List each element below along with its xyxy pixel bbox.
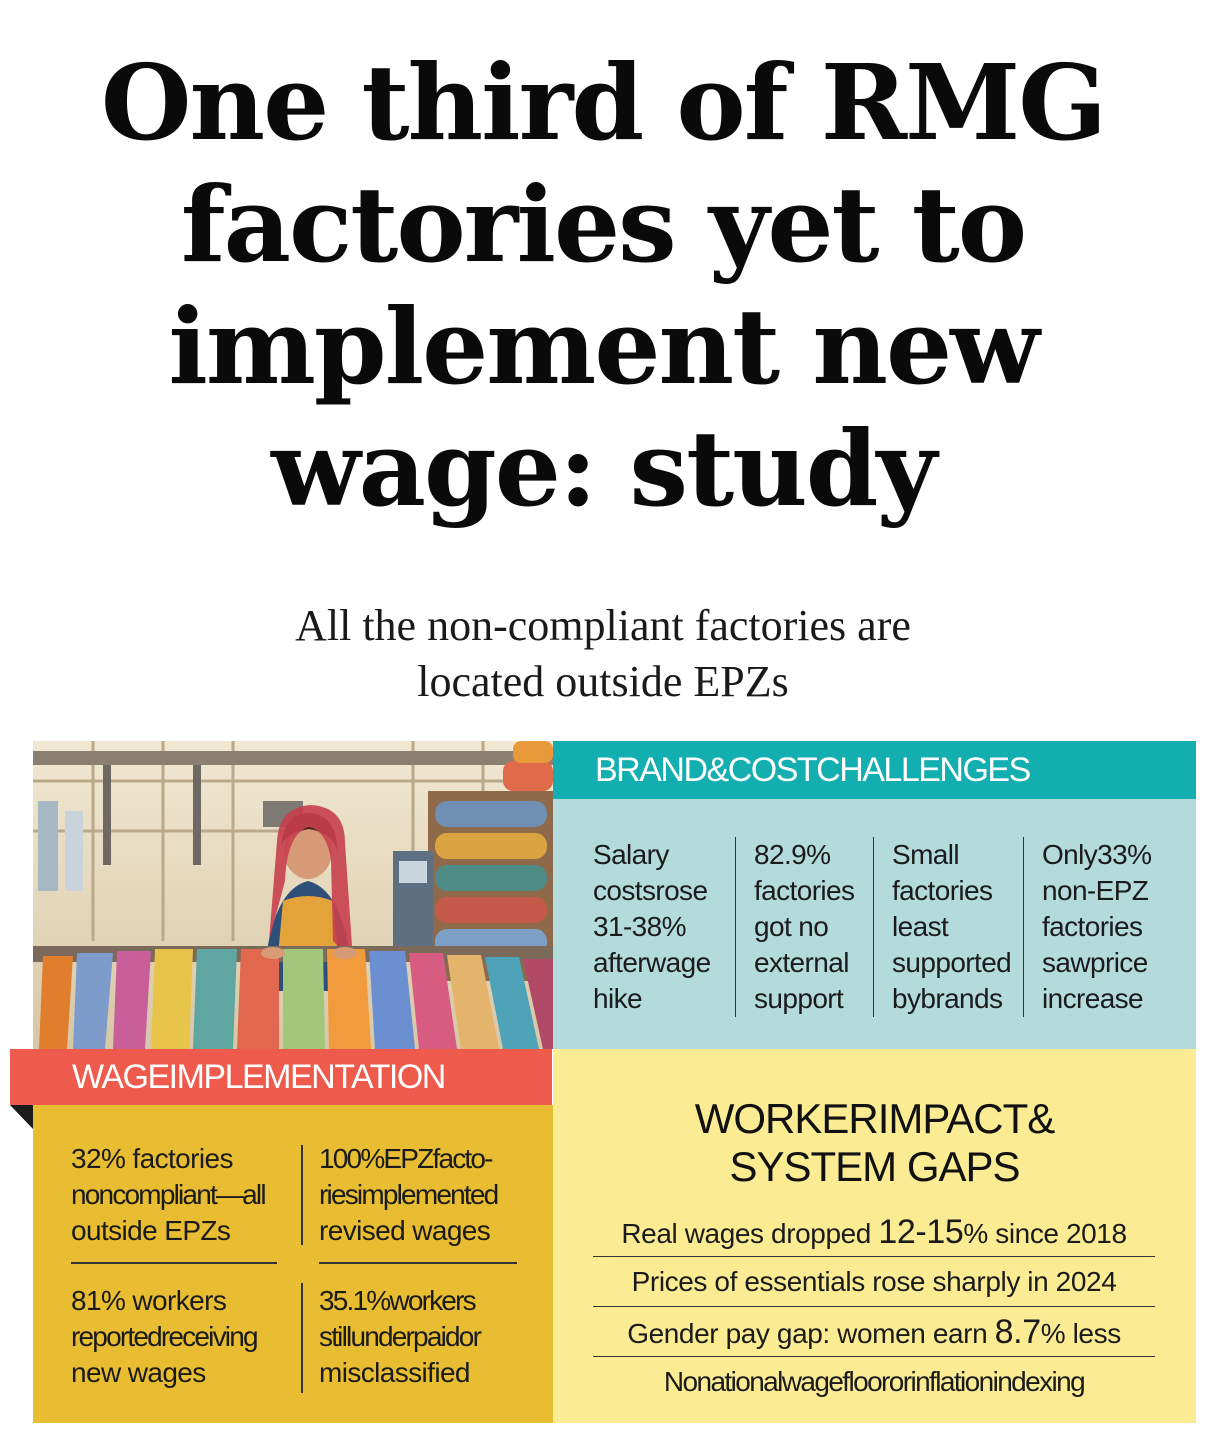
- ribbon-fold-icon: [10, 1105, 33, 1129]
- wage-implementation-panel: [33, 1105, 553, 1423]
- brand-cost-line: costsrose: [593, 875, 708, 906]
- wage-stat-line: outside EPZs: [71, 1215, 231, 1246]
- brand-cost-line: increase: [1042, 983, 1144, 1014]
- brand-cost-line: hike: [593, 983, 642, 1014]
- brand-cost-line: factories: [892, 875, 993, 906]
- worker-impact-title-line-1: WORKERIMPACT&: [694, 1095, 1055, 1142]
- garment-factory-icon: [33, 741, 553, 1049]
- brand-cost-line: afterwage: [593, 947, 711, 978]
- headline-line-4: wage: study: [271, 407, 935, 530]
- wage-stat-line: stillunderpaidor: [319, 1321, 481, 1352]
- brand-cost-line: Salary: [593, 839, 669, 870]
- wage-stat-line: 81% workers: [71, 1285, 227, 1316]
- worker-impact-title-line-2: SYSTEM GAPS: [729, 1143, 1020, 1190]
- brand-cost-line: got no: [754, 911, 829, 942]
- row-divider: [71, 1262, 277, 1264]
- worker-impact-row: [593, 1257, 1155, 1307]
- brand-cost-column: [735, 837, 873, 1017]
- brand-cost-line: support: [754, 983, 844, 1014]
- worker-impact-row: [593, 1207, 1155, 1257]
- row-text: % less: [1040, 1318, 1121, 1349]
- brand-cost-line: Only33%: [1042, 839, 1152, 870]
- brand-cost-line: bybrands: [892, 983, 1003, 1014]
- wage-stat-line: 100%EPZfacto-: [319, 1143, 492, 1174]
- wage-stat: [71, 1141, 301, 1249]
- brand-cost-title: BRAND&COSTCHALLENGES: [553, 741, 1196, 799]
- row-text: % since 2018: [963, 1218, 1127, 1249]
- column-divider: [301, 1283, 303, 1393]
- headline-line-2: factories yet to: [180, 163, 1026, 286]
- brand-cost-line: supported: [892, 947, 1012, 978]
- brand-cost-line: factories: [754, 875, 855, 906]
- brand-cost-line: 31-38%: [593, 911, 686, 942]
- worker-impact-row: [593, 1307, 1155, 1357]
- row-figure: 12-15: [878, 1213, 964, 1251]
- row-text: Gender pay gap: women earn: [627, 1318, 995, 1349]
- wage-stat-line: riesimplemented: [319, 1179, 498, 1210]
- headline: [0, 42, 1206, 530]
- subheadline-line-1: All the non-compliant factories are: [295, 601, 911, 650]
- row-figure: 8.7: [994, 1313, 1041, 1351]
- row-text: Real wages dropped: [621, 1218, 879, 1249]
- worker-impact-list: [593, 1207, 1155, 1407]
- brand-cost-column: [593, 837, 735, 1017]
- brand-cost-line: non-EPZ: [1042, 875, 1149, 906]
- wage-stat: [71, 1283, 301, 1391]
- worker-impact-panel: [553, 1049, 1196, 1423]
- headline-line-1: One third of RMG: [100, 41, 1106, 164]
- wage-stat-line: noncompliant—all: [71, 1179, 265, 1210]
- brand-cost-line: external: [754, 947, 849, 978]
- wage-stat-line: new wages: [71, 1357, 206, 1388]
- brand-cost-panel: [553, 741, 1196, 1049]
- wage-stat-line: 35.1%workers: [319, 1285, 475, 1316]
- brand-cost-line: sawprice: [1042, 947, 1148, 978]
- worker-impact-title: [553, 1095, 1196, 1191]
- worker-impact-row: [593, 1357, 1155, 1407]
- wage-stat: [319, 1141, 541, 1249]
- subheadline: [0, 598, 1206, 710]
- wage-stat-line: revised wages: [319, 1215, 491, 1246]
- brand-cost-line: factories: [1042, 911, 1143, 942]
- brand-cost-line: 82.9%: [754, 839, 831, 870]
- headline-line-3: implement new: [168, 285, 1038, 408]
- wage-stat: [319, 1283, 541, 1391]
- row-divider: [319, 1262, 517, 1264]
- brand-cost-column: [1023, 837, 1179, 1017]
- brand-cost-line: Small: [892, 839, 960, 870]
- wage-implementation-title: WAGEIMPLEMENTATION: [10, 1049, 552, 1105]
- wage-stat-line: reportedreceiving: [71, 1321, 257, 1352]
- garment-worker-illustration: [33, 741, 553, 1049]
- wage-stat-line: 32% factories: [71, 1143, 233, 1174]
- subheadline-line-2: located outside EPZs: [417, 657, 789, 706]
- wage-stat-line: misclassified: [319, 1357, 470, 1388]
- brand-cost-column: [873, 837, 1023, 1017]
- brand-cost-columns: [593, 837, 1183, 1017]
- row-text: Prices of essentials rose sharply in 2024: [631, 1266, 1117, 1297]
- row-text: Nonationalwagefloororinflationindexing: [663, 1366, 1085, 1397]
- column-divider: [301, 1145, 303, 1245]
- brand-cost-line: least: [892, 911, 949, 942]
